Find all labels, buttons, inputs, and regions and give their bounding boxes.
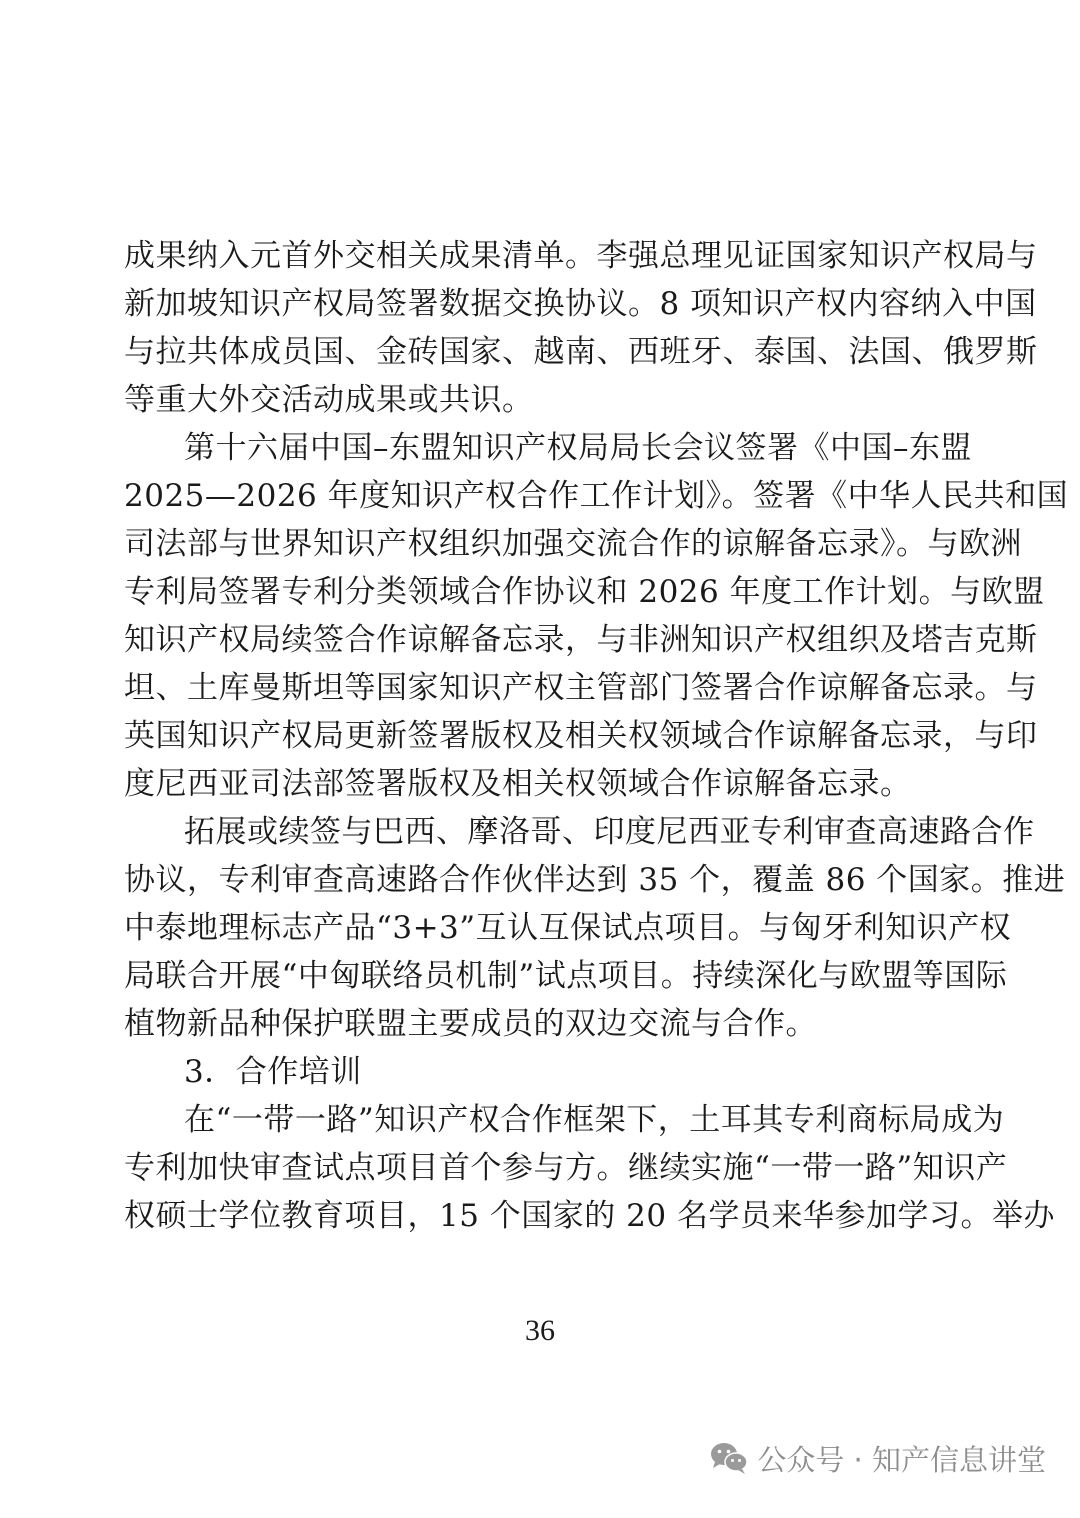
paragraph-line: 2025—2026 年度知识产权合作工作计划》。签署《中华人民共和国 <box>124 478 1069 514</box>
page-number: 36 <box>525 1314 555 1347</box>
wechat-icon <box>709 1441 749 1475</box>
paragraph-line: 第十六届中国–东盟知识产权局局长会议签署《中国–东盟 <box>184 430 972 466</box>
paragraph-line: 成果纳入元首外交相关成果清单。李强总理见证国家知识产权局与 <box>124 238 1038 274</box>
paragraph-line: 局联合开展“中匈联络员机制”试点项目。持续深化与欧盟等国际 <box>124 958 1008 994</box>
paragraph-line: 坦、土库曼斯坦等国家知识产权主管部门签署合作谅解备忘录。与 <box>124 670 1038 706</box>
paragraph-line: 拓展或续签与巴西、摩洛哥、印度尼西亚专利审查高速路合作 <box>184 814 1035 850</box>
paragraph-line: 知识产权局续签合作谅解备忘录，与非洲知识产权组织及塔吉克斯 <box>124 622 1038 658</box>
paragraph-line: 在“一带一路”知识产权合作框架下，土耳其专利商标局成为 <box>184 1102 1005 1138</box>
watermark <box>709 1438 1046 1478</box>
section-heading: 3．合作培训 <box>184 1054 362 1090</box>
paragraph-line: 专利加快审查试点项目首个参与方。继续实施“一带一路”知识产 <box>124 1150 1008 1186</box>
paragraph-line: 与拉共体成员国、金砖国家、越南、西班牙、泰国、法国、俄罗斯 <box>124 334 1038 370</box>
paragraph-line: 专利局签署专利分类领域合作协议和 2026 年度工作计划。与欧盟 <box>124 574 1045 610</box>
paragraph-line: 英国知识产权局更新签署版权及相关权领域合作谅解备忘录，与印 <box>124 718 1038 754</box>
watermark-text: 公众号 · 知产信息讲堂 <box>757 1442 1046 1477</box>
paragraph-line: 权硕士学位教育项目，15 个国家的 20 名学员来华参加学习。举办 <box>124 1198 1055 1234</box>
paragraph-line: 度尼西亚司法部签署版权及相关权领域合作谅解备忘录。 <box>124 766 912 802</box>
paragraph-line: 新加坡知识产权局签署数据交换协议。8 项知识产权内容纳入中国 <box>124 286 1037 322</box>
paragraph-line: 中泰地理标志产品“3+3”互认互保试点项目。与匈牙利知识产权 <box>124 910 1012 946</box>
paragraph-line: 等重大外交活动成果或共识。 <box>124 382 534 418</box>
paragraph-line: 协议，专利审查高速路合作伙伴达到 35 个，覆盖 86 个国家。推进 <box>124 862 1066 898</box>
paragraph-line: 司法部与世界知识产权组织加强交流合作的谅解备忘录》。与欧洲 <box>124 526 1022 562</box>
paragraph-line: 植物新品种保护联盟主要成员的双边交流与合作。 <box>124 1006 817 1042</box>
body-text <box>124 232 1069 1240</box>
